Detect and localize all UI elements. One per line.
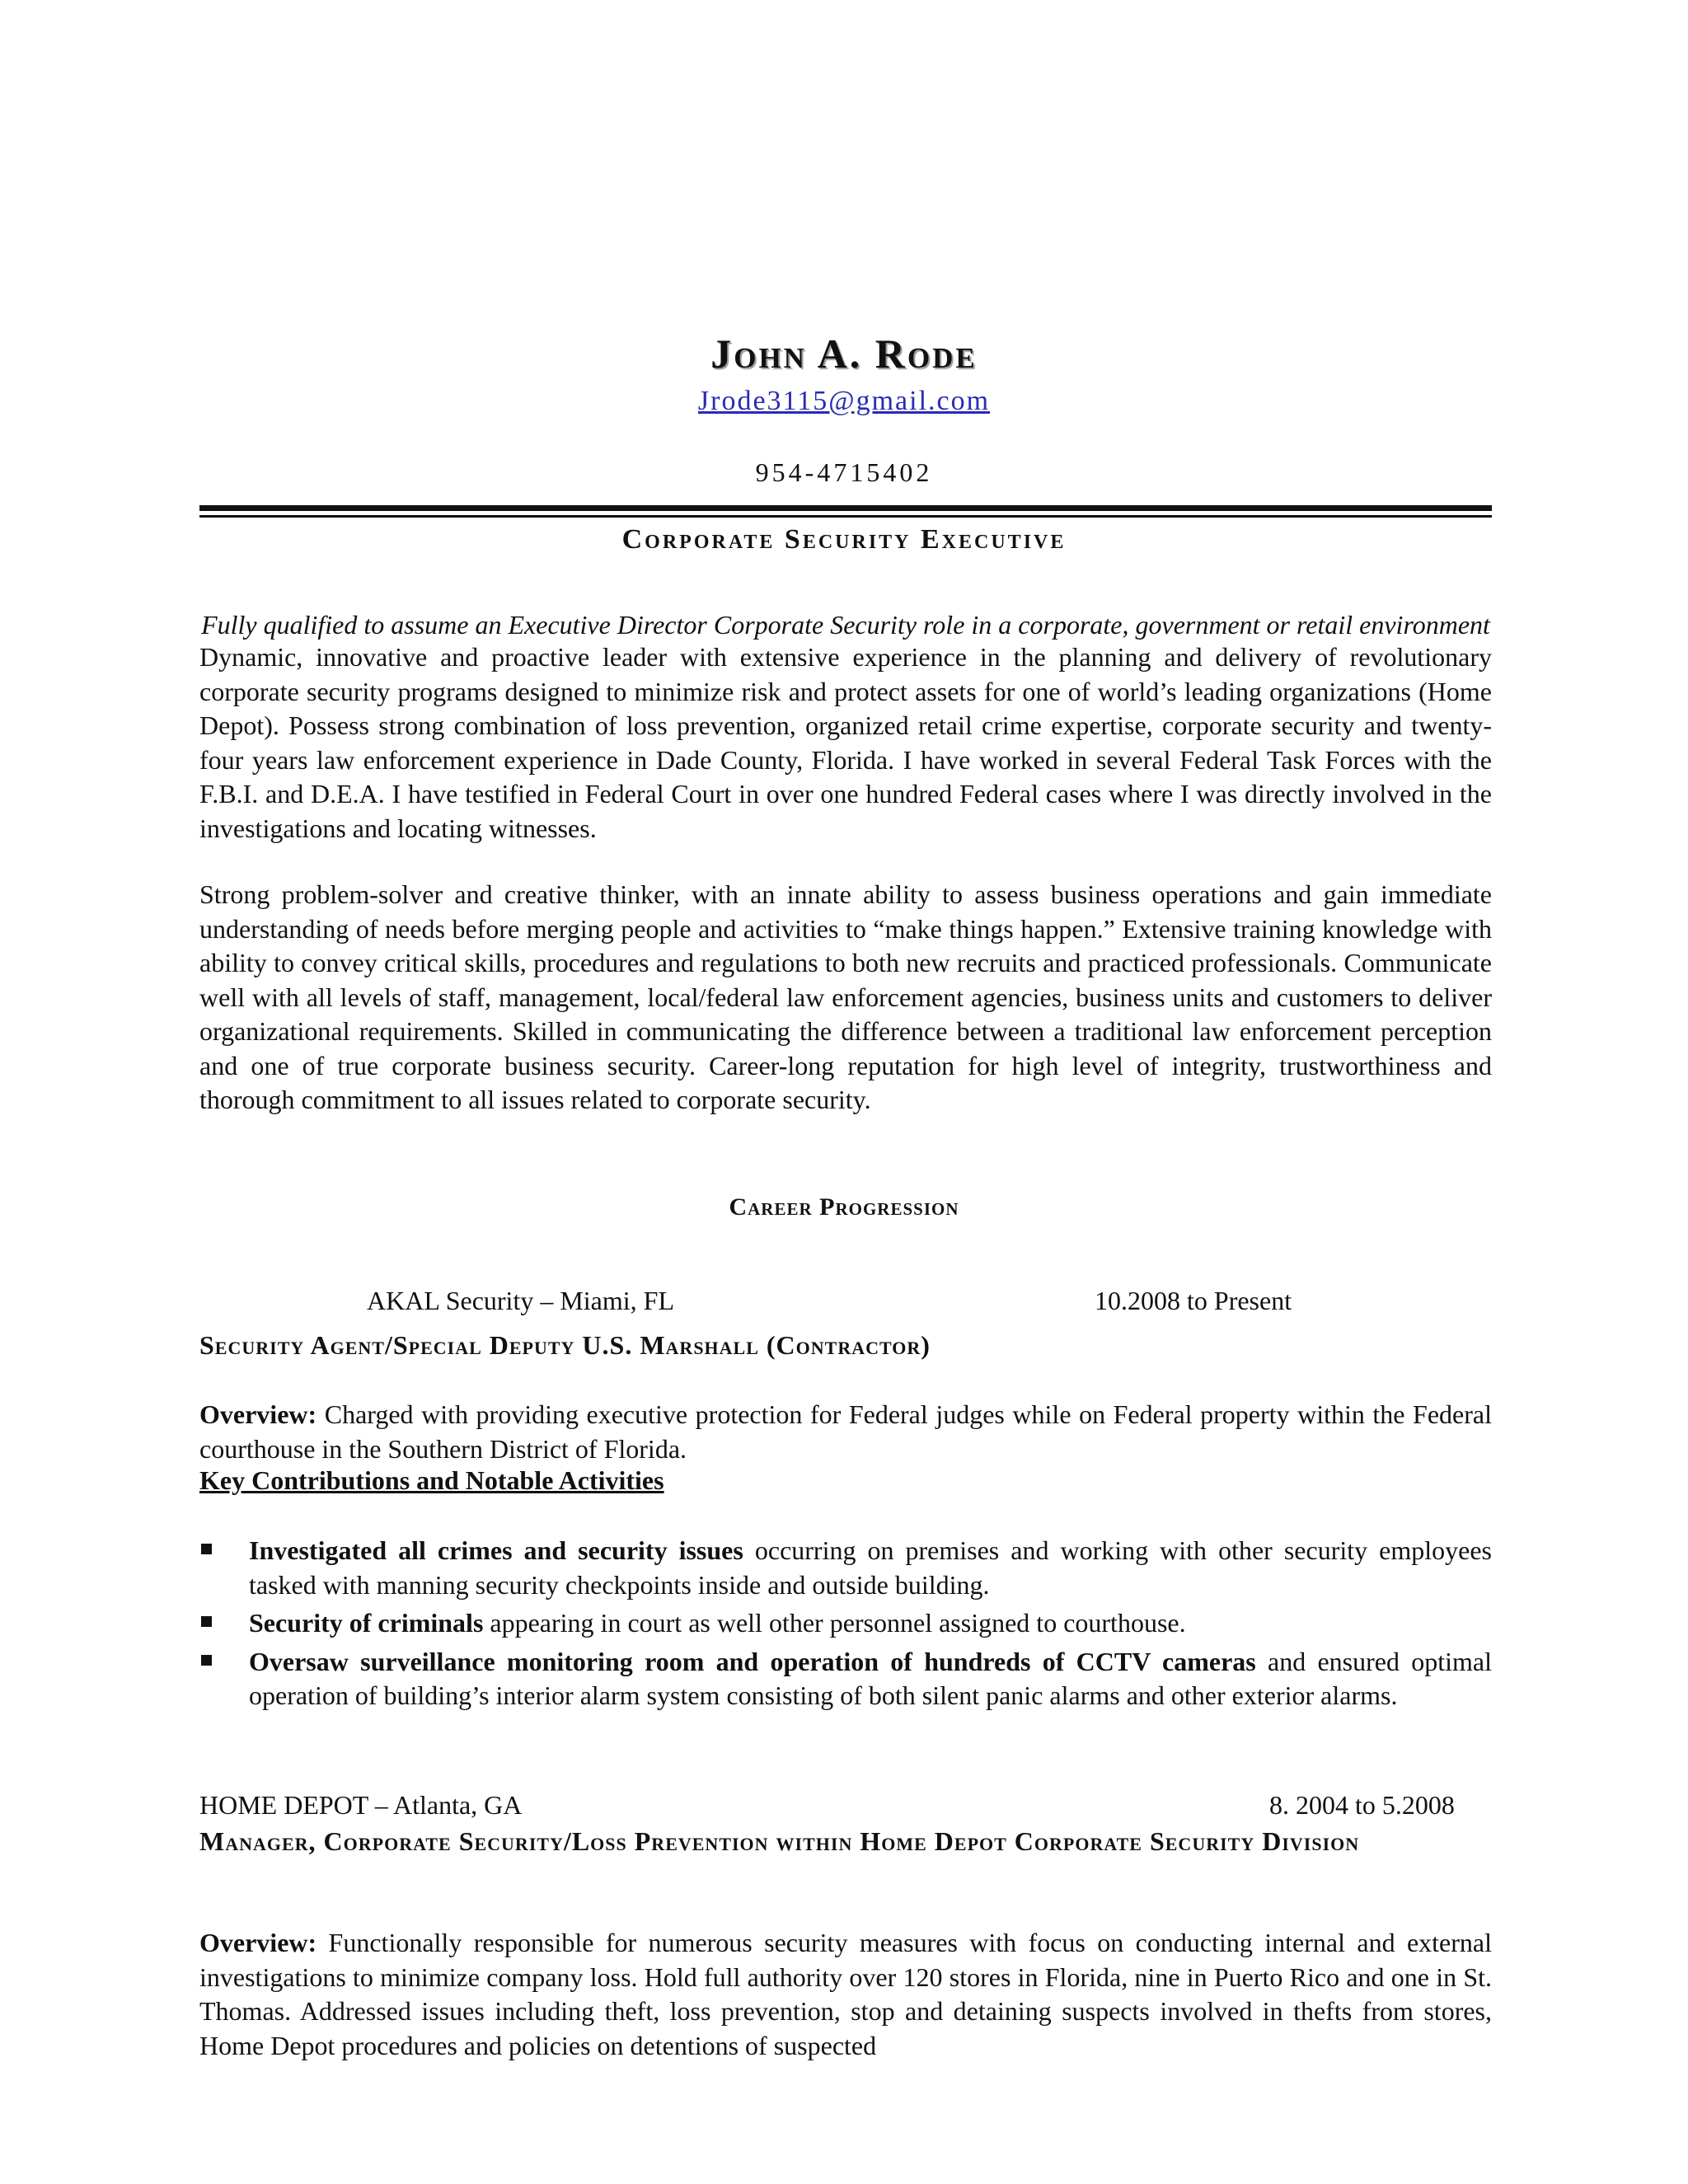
career-heading: Career Progression: [729, 1193, 959, 1221]
profile-title: Corporate Security Executive: [621, 524, 1067, 555]
bullet-text: occurring on premises and working with other security employees tasked with manning security checkpoints inside and outside building.: [249, 1535, 1493, 1600]
job-1-title: Security Agent/Special Deputy U.S. Marshall (Contractor): [199, 1330, 931, 1360]
bullet-bold-text: Investigated all crimes and security issues: [249, 1535, 743, 1565]
candidate-name: John A. Rode: [710, 330, 978, 377]
job-1-dates: 10.2008 to Present: [1095, 1286, 1292, 1315]
list-item: [199, 1534, 1492, 1602]
profile-paragraph-1: Dynamic, innovative and proactive leader with extensive experience in the planning and delivery of revolutionary corporate security programs designed to minimize risk and protect assets for one of world’s leading organizations (Home Depot). Possess strong combination of loss prevention, organized retail crime expertise, corporate security and twenty-four years law enforcement experience in Dade County, Florida. I have worked in several Federal Task Forces with the F.B.I. and D.E.A. I have testified in Federal Court in over one hundred Federal cases where I was directly involved in the investigations and locating witnesses.: [199, 642, 1492, 843]
job-1-overview: [199, 1398, 1492, 1466]
job-2-overview: [199, 1926, 1492, 2063]
job-2-overview-label: Overview:: [199, 1928, 317, 1957]
profile-tagline: Fully qualified to assume an Executive Director Corporate Security role in a corporate, government or retail environment: [201, 610, 1490, 640]
bullet-bold-text: Security of criminals: [249, 1608, 484, 1638]
bullet-square-icon: [201, 1544, 212, 1554]
header-rule-thick: [199, 505, 1492, 511]
job-2-overview-text: Functionally responsible for numerous security measures with focus on conducting internal and external investigations to minimize company loss. Hold full authority over 120 stores in Florida, nine in Puerto Rico and one in St. Thomas. Addressed issues including theft, loss prevention, stop and detaining suspects involved in thefts from stores, Home Depot procedures and policies on detentions of suspected: [199, 1928, 1492, 2060]
job-1-overview-text: Charged with providing executive protection for Federal judges while on Federal property within the Federal courthouse in the Southern District of Florida.: [199, 1399, 1493, 1464]
job-1-contributions-heading: Key Contributions and Notable Activities: [199, 1465, 664, 1495]
bullet-square-icon: [201, 1616, 212, 1627]
bullet-text: appearing in court as well other personnel assigned to courthouse.: [483, 1608, 1186, 1638]
email-link[interactable]: Jrode3115@gmail.com: [697, 386, 991, 416]
job-1-overview-label: Overview:: [199, 1399, 317, 1429]
header-rule-thin: [199, 515, 1492, 518]
profile-paragraph-2: Strong problem-solver and creative thinker, with an innate ability to assess business operations and gain immediate understanding of needs before merging people and activities to “make things happen.” Extensive training knowledge with ability to convey critical skills, procedures and regulations to both new recruits and practiced professionals. Communicate well with all levels of staff, management, local/federal law enforcement agencies, business units and customers to deliver organizational requirements. Skilled in communicating the difference between a traditional law enforcement perception and one of true corporate business security. Career-long reputation for high level of integrity, trustworthiness and thorough commitment to all issues related to corporate security.: [199, 879, 1492, 1114]
job-1-bullet-list: [199, 1534, 1492, 1713]
list-item: [199, 1645, 1492, 1713]
job-2-dates: 8. 2004 to 5.2008: [1269, 1790, 1455, 1820]
job-1-employer: AKAL Security – Miami, FL: [367, 1286, 674, 1315]
phone-number: 954-4715402: [755, 457, 933, 487]
bullet-text: and ensured optimal operation of building’s interior alarm system consisting of both silent panic alarms and other exterior alarms.: [249, 1646, 1493, 1710]
job-2-employer: HOME DEPOT – Atlanta, GA: [199, 1790, 523, 1820]
bullet-bold-text: Oversaw surveillance monitoring room and operation of hundreds of CCTV cameras: [249, 1646, 1256, 1676]
job-2-title: Manager, Corporate Security/Loss Prevention within Home Depot Corporate Security Division: [199, 1826, 1360, 1856]
bullet-square-icon: [201, 1655, 212, 1666]
list-item: [199, 1606, 1492, 1641]
